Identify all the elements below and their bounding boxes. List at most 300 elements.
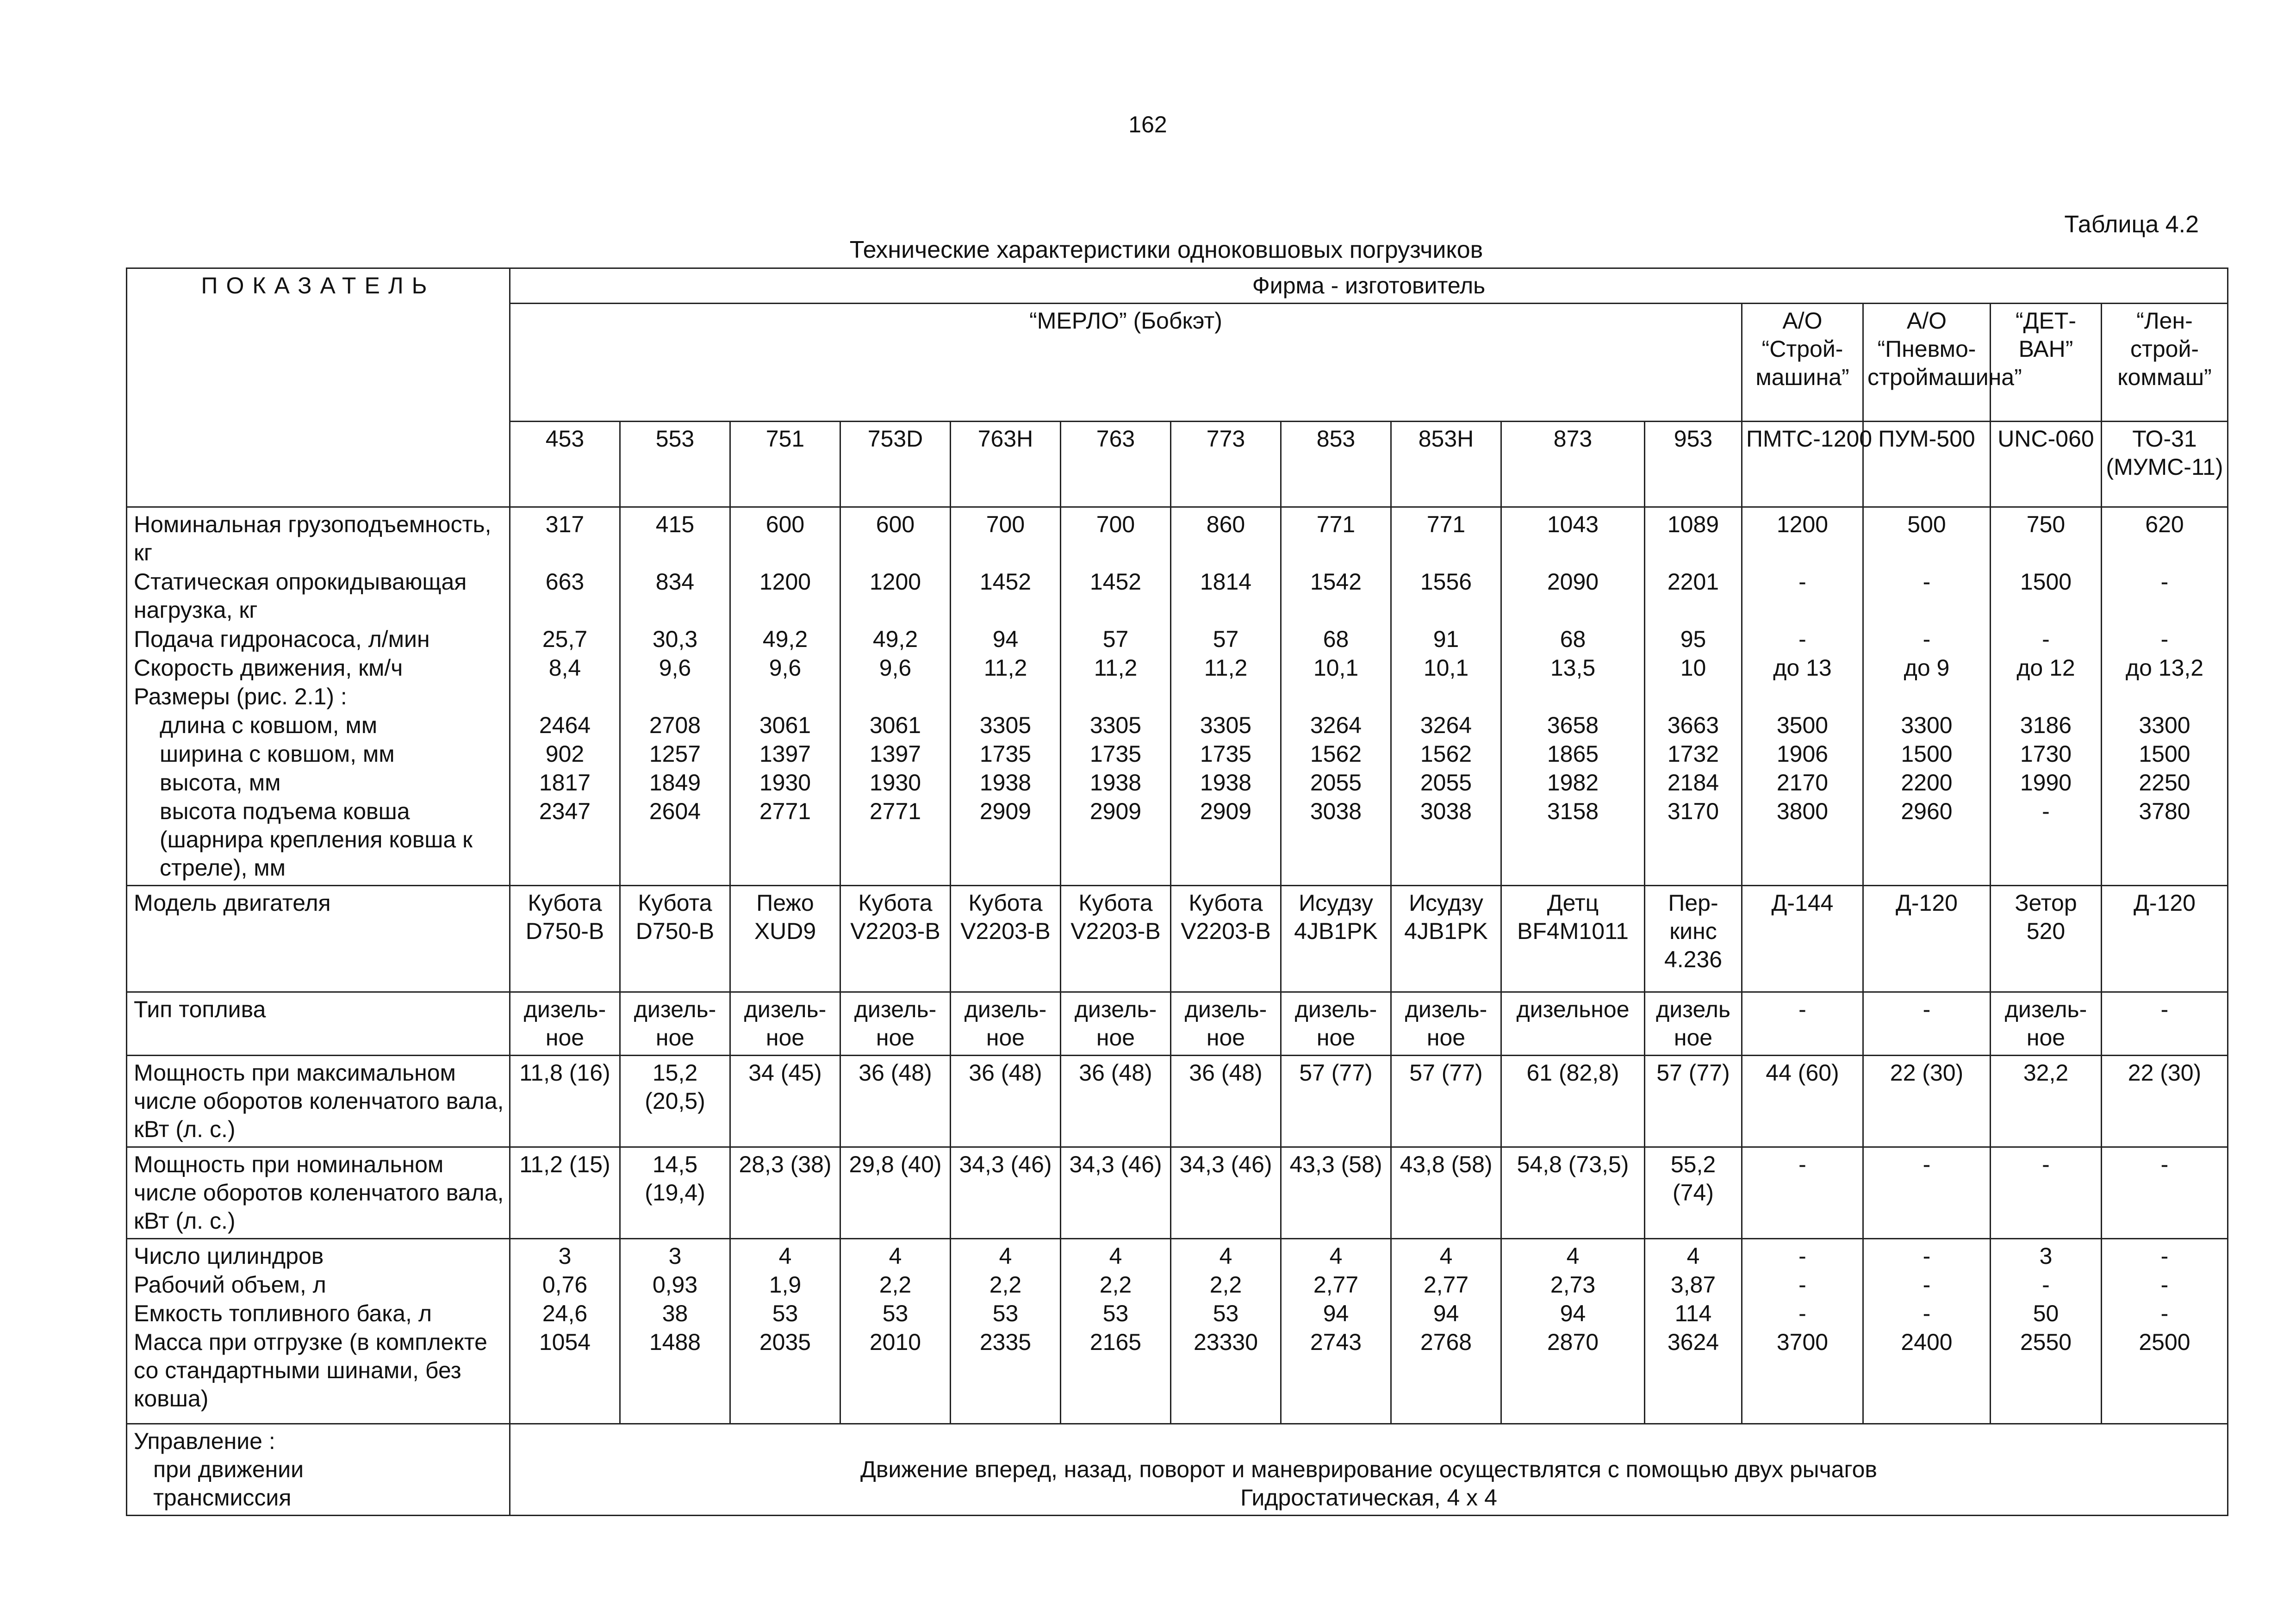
value: до 9 bbox=[1904, 655, 1950, 681]
value-empty bbox=[1746, 683, 1859, 711]
value: 3038 bbox=[1310, 798, 1362, 824]
value: 53 bbox=[882, 1300, 908, 1326]
values-col bbox=[1391, 507, 1501, 886]
value: - bbox=[2160, 1300, 2169, 1326]
value: 2090 bbox=[1547, 569, 1599, 595]
value: 3061 bbox=[759, 712, 811, 738]
value: 28,3 (38) bbox=[730, 1147, 840, 1239]
value: 1542 bbox=[1310, 569, 1362, 595]
value: 36 (48) bbox=[1171, 1056, 1281, 1147]
value: 1089 bbox=[1667, 511, 1719, 537]
value: 600 bbox=[876, 511, 915, 537]
value: 2,2 bbox=[1099, 1272, 1132, 1298]
value: 10 bbox=[1680, 655, 1706, 681]
values-col bbox=[1863, 1239, 1991, 1424]
value: до 13,2 bbox=[2125, 655, 2204, 681]
value-empty bbox=[1506, 683, 1640, 711]
value: 3305 bbox=[979, 712, 1032, 738]
value: 1938 bbox=[1200, 770, 1252, 796]
value: 3158 bbox=[1547, 798, 1599, 824]
model-header: 763Н bbox=[951, 422, 1061, 507]
value: 700 bbox=[1096, 511, 1135, 537]
value: 94 bbox=[1323, 1300, 1349, 1326]
value: 1043 bbox=[1547, 511, 1599, 537]
management-values bbox=[510, 1424, 2228, 1516]
value: 2909 bbox=[979, 798, 1032, 824]
value: дизель-ное bbox=[1991, 992, 2102, 1056]
value: 2,73 bbox=[1550, 1272, 1596, 1298]
value: 1982 bbox=[1547, 770, 1599, 796]
value: дизель-ное bbox=[510, 992, 620, 1056]
value: 317 bbox=[545, 511, 585, 537]
value: 2743 bbox=[1310, 1329, 1362, 1355]
merlo-group-header: “МЕРЛО” (Бобкэт) bbox=[510, 304, 1742, 422]
value: 1397 bbox=[869, 741, 921, 767]
value: 1732 bbox=[1667, 741, 1719, 767]
value: 15,2 (20,5) bbox=[620, 1056, 730, 1147]
param-sublabel: при движении bbox=[153, 1456, 304, 1482]
fuel-row bbox=[127, 992, 2228, 1056]
value: 2909 bbox=[1200, 798, 1252, 824]
model-header: 453 bbox=[510, 422, 620, 507]
value: 57 bbox=[1102, 626, 1129, 652]
param-label: Тип топлива bbox=[127, 992, 510, 1056]
value: 3038 bbox=[1420, 798, 1472, 824]
value: 3,87 bbox=[1670, 1272, 1716, 1298]
model-header: 873 bbox=[1501, 422, 1645, 507]
value: дизель-ное bbox=[730, 992, 840, 1056]
value: 2464 bbox=[539, 712, 591, 738]
values-col bbox=[620, 507, 730, 886]
param-sublabel: высота, мм bbox=[160, 770, 281, 796]
value: 1054 bbox=[539, 1329, 591, 1355]
values-col bbox=[1501, 1239, 1645, 1424]
value: 53 bbox=[772, 1300, 798, 1326]
value: 3658 bbox=[1547, 712, 1599, 738]
value: 1735 bbox=[979, 741, 1032, 767]
value: 55,2 (74) bbox=[1645, 1147, 1742, 1239]
value: Кубота V2203-B bbox=[1061, 886, 1171, 992]
value: Кубота V2203-B bbox=[951, 886, 1061, 992]
value: до 12 bbox=[2016, 655, 2075, 681]
value: 3305 bbox=[1200, 712, 1252, 738]
value: 22 (30) bbox=[1863, 1056, 1991, 1147]
value: дизель-ное bbox=[1281, 992, 1391, 1056]
value: 4 bbox=[1439, 1243, 1453, 1269]
value: 2870 bbox=[1547, 1329, 1599, 1355]
value: Кубота D750-B bbox=[510, 886, 620, 992]
value: 3800 bbox=[1776, 798, 1829, 824]
value: 34,3 (46) bbox=[1061, 1147, 1171, 1239]
value-empty bbox=[1285, 683, 1387, 711]
value: Кубота V2203-B bbox=[840, 886, 951, 992]
value: 25,7 bbox=[542, 626, 588, 652]
value: 9,6 bbox=[659, 655, 691, 681]
value-empty bbox=[1995, 683, 2097, 711]
values-col bbox=[951, 1239, 1061, 1424]
value: дизель-ное bbox=[1171, 992, 1281, 1056]
value: 4 bbox=[1219, 1243, 1232, 1269]
values-col bbox=[510, 507, 620, 886]
model-header: 953 bbox=[1645, 422, 1742, 507]
value: дизель ное bbox=[1645, 992, 1742, 1056]
value: Детц BF4M1011 bbox=[1501, 886, 1645, 992]
value: 3300 bbox=[2139, 712, 2190, 738]
value: 11,8 (16) bbox=[510, 1056, 620, 1147]
value: - bbox=[1923, 569, 1931, 595]
value: - bbox=[1798, 626, 1806, 652]
value: - bbox=[1798, 1272, 1806, 1298]
value: 1930 bbox=[759, 770, 811, 796]
value: 1397 bbox=[759, 741, 811, 767]
value: 1735 bbox=[1089, 741, 1142, 767]
value: 3 bbox=[2039, 1243, 2053, 1269]
value: 834 bbox=[655, 569, 695, 595]
value: 30,3 bbox=[652, 626, 698, 652]
value: 1500 bbox=[2020, 569, 2072, 595]
value-empty bbox=[845, 683, 946, 711]
value: 53 bbox=[992, 1300, 1019, 1326]
value: 750 bbox=[2026, 511, 2066, 537]
param-label: Размеры (рис. 2.1) : bbox=[134, 684, 347, 709]
value: 2909 bbox=[1089, 798, 1142, 824]
value: 1735 bbox=[1200, 741, 1252, 767]
values-col bbox=[1742, 507, 1863, 886]
firm-header: А/О “Строй-машина” bbox=[1742, 304, 1863, 422]
value: 1488 bbox=[649, 1329, 701, 1355]
model-header: 853 bbox=[1281, 422, 1391, 507]
value: 95 bbox=[1680, 626, 1706, 652]
value: 771 bbox=[1426, 511, 1466, 537]
value: - bbox=[2160, 626, 2169, 652]
value: 38 bbox=[662, 1300, 688, 1326]
value: 23330 bbox=[1193, 1329, 1258, 1355]
value: дизель-ное bbox=[620, 992, 730, 1056]
value: 54,8 (73,5) bbox=[1501, 1147, 1645, 1239]
value: 902 bbox=[545, 741, 585, 767]
value: - bbox=[1923, 1300, 1931, 1326]
value-empty bbox=[2106, 683, 2223, 711]
value: 0,76 bbox=[542, 1272, 588, 1298]
page-number: 162 bbox=[1128, 112, 1167, 137]
value: 43,8 (58) bbox=[1391, 1147, 1501, 1239]
value: 36 (48) bbox=[840, 1056, 951, 1147]
value: Д-120 bbox=[2102, 886, 2228, 992]
values-col bbox=[2102, 1239, 2228, 1424]
value: - bbox=[1798, 569, 1806, 595]
value: 10,1 bbox=[1313, 655, 1359, 681]
model-header: ПУМ-500 bbox=[1863, 422, 1991, 507]
values-col bbox=[1645, 507, 1742, 886]
value: 1938 bbox=[1089, 770, 1142, 796]
value-empty bbox=[1649, 683, 1737, 711]
value: - bbox=[1923, 1272, 1931, 1298]
model-header: 853Н bbox=[1391, 422, 1501, 507]
value-empty bbox=[514, 683, 616, 711]
value: 3700 bbox=[1776, 1329, 1829, 1355]
value: 3 bbox=[558, 1243, 572, 1269]
value: дизельное bbox=[1501, 992, 1645, 1056]
value: 3624 bbox=[1667, 1329, 1719, 1355]
value: Исудзу 4JB1PK bbox=[1391, 886, 1501, 992]
param-label: Управление : bbox=[134, 1428, 275, 1454]
value: Пежо XUD9 bbox=[730, 886, 840, 992]
value-empty bbox=[1395, 683, 1497, 711]
value: 1257 bbox=[649, 741, 701, 767]
values-col bbox=[1645, 1239, 1742, 1424]
value: 11,2 bbox=[1204, 655, 1248, 681]
values-col bbox=[1991, 1239, 2102, 1424]
value: 2550 bbox=[2020, 1329, 2072, 1355]
value: 1200 bbox=[869, 569, 921, 595]
value: 2035 bbox=[759, 1329, 811, 1355]
values-col bbox=[1742, 1239, 1863, 1424]
value: 50 bbox=[2033, 1300, 2059, 1326]
value: 22 (30) bbox=[2102, 1056, 2228, 1147]
value: 94 bbox=[1433, 1300, 1459, 1326]
value: 94 bbox=[992, 626, 1019, 652]
value: - bbox=[2042, 1272, 2050, 1298]
value: 2165 bbox=[1089, 1329, 1142, 1355]
model-header: 553 bbox=[620, 422, 730, 507]
value: дизель-ное bbox=[1061, 992, 1171, 1056]
value: 57 (77) bbox=[1391, 1056, 1501, 1147]
value: - bbox=[1863, 992, 1991, 1056]
value: 3061 bbox=[869, 712, 921, 738]
values-col bbox=[1171, 1239, 1281, 1424]
value: 500 bbox=[1907, 511, 1946, 537]
value: 2010 bbox=[869, 1329, 921, 1355]
table-label: Таблица 4.2 bbox=[2064, 211, 2199, 238]
value: 1,9 bbox=[769, 1272, 802, 1298]
value: 3663 bbox=[1667, 712, 1719, 738]
values-col bbox=[1281, 1239, 1391, 1424]
values-col bbox=[1061, 1239, 1171, 1424]
value: Кубота D750-B bbox=[620, 886, 730, 992]
value: 860 bbox=[1206, 511, 1245, 537]
value: 2,2 bbox=[879, 1272, 912, 1298]
manufacturer-header: Фирма - изготовитель bbox=[510, 268, 2228, 304]
value: 57 (77) bbox=[1645, 1056, 1742, 1147]
value: - bbox=[2042, 798, 2050, 824]
value: дизель-ное bbox=[951, 992, 1061, 1056]
param-sublabel: ширина с ковшом, мм bbox=[160, 741, 395, 767]
value-empty bbox=[1065, 683, 1166, 711]
firm-header: “Лен-строй-коммаш” bbox=[2102, 304, 2228, 422]
value: 620 bbox=[2145, 511, 2184, 537]
value: 0,93 bbox=[652, 1272, 698, 1298]
value: до 13 bbox=[1773, 655, 1832, 681]
value: 1938 bbox=[979, 770, 1032, 796]
value: 2,77 bbox=[1313, 1272, 1359, 1298]
value: 771 bbox=[1316, 511, 1356, 537]
model-header: 751 bbox=[730, 422, 840, 507]
value: 1452 bbox=[1089, 569, 1142, 595]
values-col bbox=[1863, 507, 1991, 886]
indicator-header: ПОКАЗАТЕЛЬ bbox=[127, 268, 510, 507]
value: 3170 bbox=[1667, 798, 1719, 824]
model-header: UNC-060 bbox=[1991, 422, 2102, 507]
value: - bbox=[2102, 992, 2228, 1056]
value: 3780 bbox=[2139, 798, 2190, 824]
firm-header: “ДЕТ-ВАН” bbox=[1991, 304, 2102, 422]
value: 14,5 (19,4) bbox=[620, 1147, 730, 1239]
value: 13,5 bbox=[1550, 655, 1596, 681]
values-col bbox=[730, 507, 840, 886]
values-col bbox=[1501, 507, 1645, 886]
value-empty bbox=[624, 683, 726, 711]
value: - bbox=[1863, 1147, 1991, 1239]
tail-characteristics-row bbox=[127, 1239, 2228, 1424]
value: 3300 bbox=[1901, 712, 1953, 738]
value: - bbox=[2042, 626, 2050, 652]
engine-row bbox=[127, 886, 2228, 992]
value: 2,2 bbox=[989, 1272, 1022, 1298]
value: 1200 bbox=[1776, 511, 1829, 537]
param-label: Скорость движения, км/ч bbox=[134, 655, 403, 681]
value: 44 (60) bbox=[1742, 1056, 1863, 1147]
value: - bbox=[1798, 1300, 1806, 1326]
value: 3500 bbox=[1776, 712, 1829, 738]
param-label: Подача гидронасоса, л/мин bbox=[134, 626, 430, 652]
value: 3305 bbox=[1089, 712, 1142, 738]
value: 1500 bbox=[2139, 741, 2190, 767]
values-col bbox=[1991, 507, 2102, 886]
value: 2400 bbox=[1901, 1329, 1953, 1355]
value: 2,77 bbox=[1423, 1272, 1469, 1298]
model-header: 773 bbox=[1171, 422, 1281, 507]
value: 700 bbox=[986, 511, 1025, 537]
values-col bbox=[1281, 507, 1391, 886]
model-header: 763 bbox=[1061, 422, 1171, 507]
value: 1562 bbox=[1310, 741, 1362, 767]
value: - bbox=[1991, 1147, 2102, 1239]
param-label: Масса при отгрузке (в комплекте со стандартными шинами, без ковша) bbox=[134, 1329, 487, 1412]
value: 36 (48) bbox=[1061, 1056, 1171, 1147]
value: 1814 bbox=[1200, 569, 1252, 595]
value: 1930 bbox=[869, 770, 921, 796]
value: 34,3 (46) bbox=[1171, 1147, 1281, 1239]
value: 49,2 bbox=[762, 626, 808, 652]
value-empty bbox=[1175, 683, 1276, 711]
value: 114 bbox=[1674, 1300, 1712, 1326]
value: 1817 bbox=[539, 770, 591, 796]
value: 9,6 bbox=[879, 655, 912, 681]
main-characteristics-row bbox=[127, 507, 2228, 886]
management-row bbox=[127, 1424, 2228, 1516]
values-col bbox=[620, 1239, 730, 1424]
value: Д-120 bbox=[1863, 886, 1991, 992]
value: 2201 bbox=[1667, 569, 1719, 595]
value: 600 bbox=[765, 511, 805, 537]
value: Исудзу 4JB1PK bbox=[1281, 886, 1391, 992]
value: Пер-кинс 4.236 bbox=[1645, 886, 1742, 992]
value: 10,1 bbox=[1423, 655, 1469, 681]
value: 4 bbox=[1686, 1243, 1700, 1269]
param-sublabel: трансмиссия bbox=[153, 1485, 292, 1511]
value: 4 bbox=[1329, 1243, 1343, 1269]
value: 3 bbox=[668, 1243, 682, 1269]
value: - bbox=[1923, 626, 1931, 652]
value: 91 bbox=[1433, 626, 1459, 652]
value: 663 bbox=[545, 569, 585, 595]
value: 3264 bbox=[1310, 712, 1362, 738]
values-col bbox=[2102, 507, 2228, 886]
param-sublabel: высота подъема ковша (шарнира крепления ковша к стреле), мм bbox=[160, 798, 473, 881]
param-label: Номинальная грузоподъемность, кг bbox=[134, 511, 492, 566]
value: 24,6 bbox=[542, 1300, 588, 1326]
values-col bbox=[1171, 507, 1281, 886]
value: 3264 bbox=[1420, 712, 1472, 738]
value: дизель-ное bbox=[840, 992, 951, 1056]
value: 2771 bbox=[869, 798, 921, 824]
value: - bbox=[2160, 1272, 2169, 1298]
value: 43,3 (58) bbox=[1281, 1147, 1391, 1239]
value: 4 bbox=[778, 1243, 792, 1269]
value-empty bbox=[734, 683, 836, 711]
value: Кубота V2203-B bbox=[1171, 886, 1281, 992]
value: 29,8 (40) bbox=[840, 1147, 951, 1239]
value: 2960 bbox=[1901, 798, 1953, 824]
values-col bbox=[510, 1239, 620, 1424]
value: 2500 bbox=[2139, 1329, 2190, 1355]
value: 4 bbox=[999, 1243, 1012, 1269]
value: 1562 bbox=[1420, 741, 1472, 767]
value: 4 bbox=[1566, 1243, 1580, 1269]
spec-table bbox=[126, 267, 2228, 1516]
value: 53 bbox=[1102, 1300, 1129, 1326]
movement-value: Движение вперед, назад, поворот и маневрирование осуществлятся с помощью двух рычагов bbox=[860, 1456, 1877, 1482]
value: 1906 bbox=[1776, 741, 1829, 767]
value: Зетор 520 bbox=[1991, 886, 2102, 992]
param-label: Мощность при максимальном числе оборотов коленчатого вала, кВт (л. с.) bbox=[127, 1056, 510, 1147]
param-label: Мощность при номинальном числе оборотов коленчатого вала, кВт (л. с.) bbox=[127, 1147, 510, 1239]
value: 68 bbox=[1560, 626, 1586, 652]
value-empty bbox=[955, 683, 1056, 711]
value-empty bbox=[1867, 683, 1986, 711]
value: 32,2 bbox=[1991, 1056, 2102, 1147]
value: - bbox=[2102, 1147, 2228, 1239]
value: 9,6 bbox=[769, 655, 802, 681]
param-label: Статическая опрокидывающая нагрузка, кг bbox=[134, 569, 467, 623]
value: 1556 bbox=[1420, 569, 1472, 595]
value: 2200 bbox=[1901, 770, 1953, 796]
value: - bbox=[2160, 1243, 2169, 1269]
values-col bbox=[1061, 507, 1171, 886]
param-label: Рабочий объем, л bbox=[134, 1272, 326, 1298]
management-labels bbox=[127, 1424, 510, 1516]
value: 68 bbox=[1323, 626, 1349, 652]
values-col bbox=[1391, 1239, 1501, 1424]
value: 36 (48) bbox=[951, 1056, 1061, 1147]
tail-labels bbox=[127, 1239, 510, 1424]
param-sublabel: длина с ковшом, мм bbox=[160, 712, 378, 738]
model-header: ПМТС-1200 bbox=[1742, 422, 1863, 507]
value: 1865 bbox=[1547, 741, 1599, 767]
values-col bbox=[840, 1239, 951, 1424]
value: 1200 bbox=[759, 569, 811, 595]
value: 57 bbox=[1213, 626, 1239, 652]
value: 2335 bbox=[979, 1329, 1032, 1355]
value: 11,2 bbox=[983, 655, 1027, 681]
value: - bbox=[1798, 1243, 1806, 1269]
value: 61 (82,8) bbox=[1501, 1056, 1645, 1147]
transmission-value: Гидростатическая, 4 х 4 bbox=[1240, 1485, 1497, 1511]
value: 2708 bbox=[649, 712, 701, 738]
model-header: 753D bbox=[840, 422, 951, 507]
value: 3186 bbox=[2020, 712, 2072, 738]
power-nominal-row bbox=[127, 1147, 2228, 1239]
